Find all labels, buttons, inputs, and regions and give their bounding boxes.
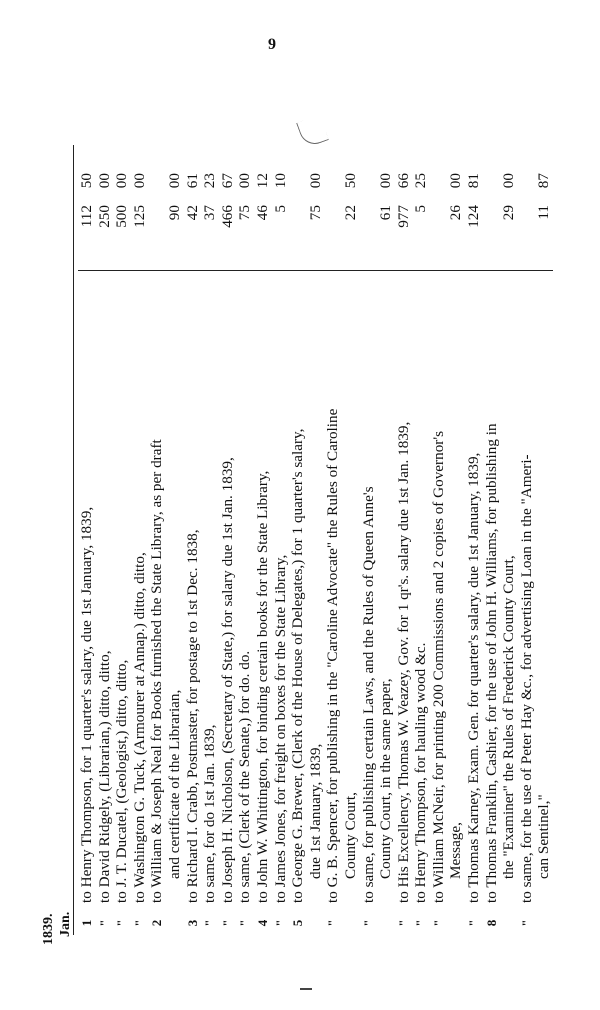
entry-description [395, 271, 413, 911]
entry-day: " [219, 919, 235, 927]
amount-cents: 23 [201, 173, 219, 189]
description-line: to Thomas Franklin, Cashier, for the use of John H. Williams, for publishing in [482, 423, 500, 903]
description-line: to George G. Brewer, (Clerk of the House of Delegates,) for 1 quarter's salary, [289, 428, 307, 903]
ledger-row [272, 75, 290, 935]
entry-day: " [518, 919, 534, 927]
entry-description [201, 271, 219, 911]
description-line: Message, [447, 822, 465, 879]
amount-cents: 61 [183, 173, 201, 189]
entry-amount [148, 141, 183, 271]
amount-dollars: 42 [183, 205, 201, 221]
description-line: to G. B. Spencer, for publishing in the "Caroline Advocate" the Rules of Caroline [324, 408, 342, 903]
ledger-row [236, 75, 254, 935]
entry-amount [324, 141, 359, 271]
description-line: to William & Joseph Neal for Books furnished the State Library, as per draft [148, 439, 166, 903]
amount-dollars: 90 [165, 205, 183, 221]
amount-dollars: 5 [271, 205, 289, 213]
amount-dollars: 61 [377, 205, 395, 221]
ledger-row [201, 75, 219, 935]
header-rule [73, 145, 74, 935]
entry-description [113, 271, 131, 911]
ledger-row [324, 75, 359, 935]
entry-description [518, 271, 553, 911]
entry-amount [289, 141, 324, 271]
description-line: to William McNeir, for printing 200 Commissions and 2 copies of Governor's [429, 431, 447, 903]
amount-rule [78, 270, 553, 271]
ledger-row [395, 75, 413, 935]
ledger-row [360, 75, 395, 935]
description-line: can Sentinel," [535, 794, 553, 879]
entry-day: " [131, 919, 147, 927]
amount-dollars: 250 [95, 205, 113, 228]
entry-day: " [395, 919, 411, 927]
entry-day: 1 [79, 919, 94, 927]
entry-description [272, 271, 290, 911]
description-line: to Richard I. Crabb, Postmaster, for postage to 1st Dec. 1838, [183, 529, 201, 903]
ledger-row [184, 75, 202, 935]
description-line: to Henry Thompson, for hauling wood &c. [412, 642, 430, 903]
entry-amount [518, 141, 553, 271]
entry-amount [465, 141, 483, 271]
amount-cents: 00 [377, 173, 395, 189]
entry-amount [412, 141, 430, 271]
amount-cents: 81 [465, 173, 483, 189]
amount-dollars: 466 [218, 205, 236, 228]
entry-amount [201, 141, 219, 271]
entry-day: 4 [254, 919, 270, 927]
ledger-row [113, 75, 131, 935]
entry-amount [113, 141, 131, 271]
amount-cents: 10 [271, 173, 289, 189]
amount-dollars: 11 [535, 205, 553, 220]
entry-description [483, 271, 518, 911]
ledger-row [289, 75, 324, 935]
ledger-row [430, 75, 465, 935]
entry-description [184, 271, 202, 911]
entry-amount [78, 141, 96, 271]
description-line: to Thomas Karney, Exam. Gen. for quarter's salary, due 1st January, 1839, [465, 452, 483, 903]
description-line: to same, (Clerk of the Senate,) for do. do. [236, 650, 254, 903]
amount-cents: 12 [253, 173, 271, 189]
entry-description [360, 271, 395, 911]
entry-amount [96, 141, 114, 271]
amount-dollars: 5 [412, 205, 430, 213]
entry-description [430, 271, 465, 911]
entry-day: " [272, 919, 288, 927]
ledger-row [96, 75, 114, 935]
entry-day: 5 [290, 919, 306, 927]
amount-dollars: 500 [113, 205, 131, 228]
ledger-table [40, 75, 560, 945]
amount-dollars: 46 [253, 205, 271, 221]
amount-cents: 50 [78, 173, 95, 189]
entry-day: 3 [184, 919, 200, 927]
description-line: to J. T. Ducatel, (Geologist,) ditto, ditto, [113, 659, 131, 903]
amount-dollars: 22 [341, 205, 359, 221]
entry-amount [254, 141, 272, 271]
entry-description [219, 271, 237, 911]
entry-day: " [360, 919, 376, 927]
amount-dollars: 124 [465, 205, 483, 228]
entry-day: 8 [483, 919, 499, 927]
description-line: to Joseph H. Nicholson, (Secretary of State,) for salary due 1st Jan. 1839, [218, 457, 236, 903]
entry-amount [360, 141, 395, 271]
entry-day: " [325, 919, 341, 927]
description-line: and certificate of the Librarian, [165, 689, 183, 879]
amount-cents: 00 [95, 173, 113, 189]
page-number: 9 [268, 36, 276, 53]
amount-dollars: 112 [78, 205, 95, 228]
amount-dollars: 29 [500, 205, 518, 221]
amount-cents: 00 [113, 173, 131, 189]
description-line: to same, for publishing certain Laws, and the Rules of Queen Anne's [359, 486, 377, 903]
entry-day: " [202, 919, 218, 927]
entry-amount [236, 141, 254, 271]
amount-dollars: 977 [394, 205, 412, 228]
amount-cents: 50 [341, 173, 359, 189]
description-line: to Washington G. Tuck, (Armourer at Annap.) ditto, ditto, [130, 552, 148, 903]
description-line: to same, for the use of Peter Hay &c., for advertising Loan in the "Ameri- [517, 454, 535, 903]
ledger-row [254, 75, 272, 935]
entry-amount [430, 141, 465, 271]
ledger-row [483, 75, 518, 935]
description-line: to David Ridgely, (Librarian,) ditto, ditto, [95, 650, 113, 903]
description-line: due 1st January, 1839, [306, 743, 324, 879]
description-line: to John W. Whittington, for binding certain books for the State Library, [253, 470, 271, 903]
description-line: to James Jones, for freight on boxes for the State Library, [271, 554, 289, 903]
entry-day: " [430, 919, 446, 927]
entry-day: " [466, 919, 482, 927]
amount-cents: 67 [218, 173, 236, 189]
amount-cents: 00 [500, 173, 518, 189]
entry-description [148, 271, 183, 911]
amount-cents: 00 [236, 173, 254, 189]
amount-cents: 66 [394, 173, 412, 189]
amount-dollars: 37 [201, 205, 219, 221]
ledger-body [78, 75, 553, 935]
entry-day: " [413, 919, 429, 927]
entry-description [324, 271, 359, 911]
entry-day: 2 [149, 919, 165, 927]
entry-amount [395, 141, 413, 271]
amount-cents: 25 [412, 173, 430, 189]
ledger-row [465, 75, 483, 935]
description-line: to same, for do 1st Jan. 1839, [201, 724, 219, 903]
entry-description [236, 271, 254, 911]
entry-day: " [114, 919, 130, 927]
entry-description [254, 271, 272, 911]
ledger-row [412, 75, 430, 935]
amount-dollars: 75 [306, 205, 324, 221]
amount-dollars: 26 [447, 205, 465, 221]
amount-cents: 00 [306, 173, 324, 189]
entry-day: " [96, 919, 112, 927]
margin-dash [300, 988, 312, 990]
ledger-row [219, 75, 237, 935]
amount-dollars: 125 [130, 205, 148, 228]
description-line: County Court, in the same paper, [377, 678, 395, 879]
description-line: County Court, [341, 792, 359, 879]
entry-day: " [237, 919, 253, 927]
ledger-row [131, 75, 149, 935]
entry-amount [272, 141, 290, 271]
ledger-row [518, 75, 553, 935]
entry-amount [184, 141, 202, 271]
description-line: the "Examiner" the Rules of Frederick County Court, [500, 555, 518, 879]
entry-amount [483, 141, 518, 271]
amount-cents: 87 [535, 173, 553, 189]
amount-cents: 00 [165, 173, 183, 189]
entry-description [289, 271, 324, 911]
ledger-row [148, 75, 183, 935]
amount-cents: 00 [447, 173, 465, 189]
ledger-row [78, 75, 96, 935]
entry-description [131, 271, 149, 911]
amount-cents: 00 [130, 173, 148, 189]
description-line: to His Excellency, Thomas W. Veazey, Gov. for 1 qr's. salary due 1st Jan. 1839, [394, 421, 412, 903]
header-year: 1839. [41, 913, 56, 945]
amount-dollars: 75 [236, 205, 254, 221]
entry-amount [131, 141, 149, 271]
entry-amount [219, 141, 237, 271]
entry-description [78, 271, 96, 911]
header-month: Jan. [58, 911, 73, 937]
description-line: to Henry Thompson, for 1 quarter's salary, due 1st January, 1839, [78, 506, 95, 903]
entry-description [465, 271, 483, 911]
entry-description [96, 271, 114, 911]
entry-description [412, 271, 430, 911]
